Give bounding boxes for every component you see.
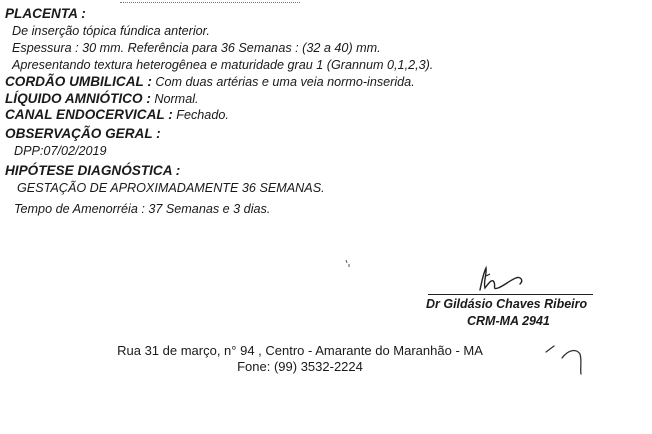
doctor-crm: CRM-MA 2941 [467, 314, 550, 328]
speck-mark [344, 258, 352, 270]
pen-tick-mark [540, 340, 590, 380]
doctor-name: Dr Gildásio Chaves Ribeiro [426, 297, 588, 311]
footer-address: Rua 31 de março, n° 94 , Centro - Amarante do Maranhão - MA [117, 343, 483, 358]
signature-line [428, 294, 593, 295]
placenta-heading: PLACENTA : [5, 5, 86, 21]
canal-heading: CANAL ENDOCERVICAL : [5, 106, 173, 122]
placenta-thickness: Espessura : 30 mm. Referência para 36 Semanas : (32 a 40) mm. [12, 40, 381, 55]
placenta-texture: Apresentando textura heterogênea e maturidade grau 1 (Grannum 0,1,2,3). [12, 57, 434, 72]
liquido-line [5, 91, 199, 106]
hipotese-amenorreia: Tempo de Amenorréia : 37 Semanas e 3 dias. [14, 201, 271, 216]
placenta-insertion: De inserção tópica fúndica anterior. [12, 23, 210, 38]
hipotese-heading: HIPÓTESE DIAGNÓSTICA : [5, 162, 181, 178]
liquido-heading: LÍQUIDO AMNIÓTICO : [5, 90, 151, 106]
liquido-text: Normal. [154, 91, 199, 106]
observacao-text: DPP:07/02/2019 [14, 143, 107, 158]
cut-off-previous-line [120, 0, 300, 3]
cordao-line [5, 74, 415, 89]
signature-scribble [470, 262, 530, 296]
cordao-heading: CORDÃO UMBILICAL : [5, 73, 152, 89]
footer-phone: Fone: (99) 3532-2224 [237, 359, 363, 374]
canal-line [5, 107, 229, 122]
canal-text: Fechado. [176, 107, 229, 122]
observacao-heading: OBSERVAÇÃO GERAL : [5, 125, 161, 141]
hipotese-gestacao: GESTAÇÃO DE APROXIMADAMENTE 36 SEMANAS. [17, 180, 325, 195]
cordao-text: Com duas artérias e uma veia normo-inserida. [155, 74, 415, 89]
